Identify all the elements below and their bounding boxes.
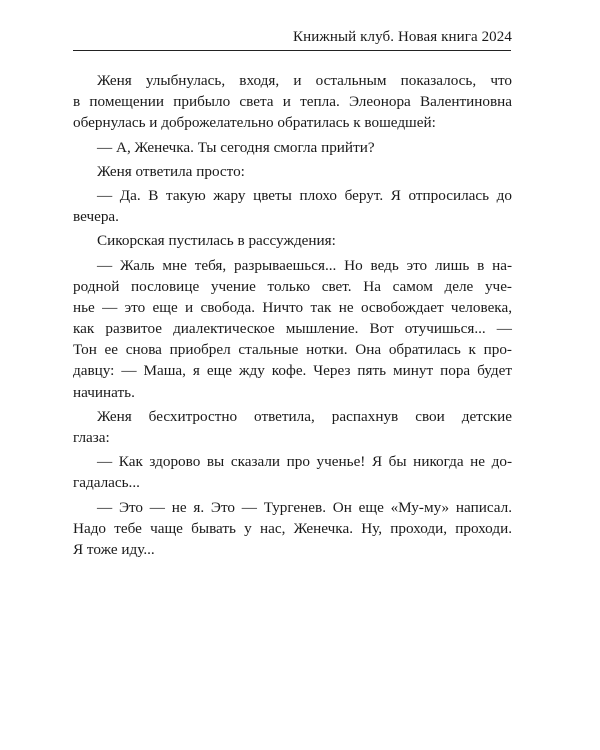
text-line: давцу: — Маша, я еще жду кофе. Через пять минут пора будет [73, 362, 512, 380]
text-line: Надо тебе чаще бывать у нас, Женечка. Ну, проходи, проходи. [73, 519, 512, 537]
text-line: в помещении прибыло света и тепла. Элеонора Валентиновна [73, 93, 512, 111]
text-line: — Это — не я. Это — Тургенев. Он еще «Му-му» написал. [97, 498, 512, 516]
text-line: Женя улыбнулась, входя, и остальным показалось, что [97, 72, 512, 89]
text-line: — Как здорово вы сказали про ученье! Я бы никогда не до- [97, 453, 512, 471]
text-line: Женя ответила просто: [97, 162, 245, 180]
text-line: начинать. [73, 383, 135, 401]
text-line: — Жаль мне тебя, разрываешься... Но ведь это лишь в на- [97, 256, 512, 274]
text-line: родной пословице учение только свет. На самом деле уче- [73, 277, 512, 295]
text-line: обернулась и доброжелательно обратилась к вошедшей: [73, 114, 436, 132]
text-line: гадалась... [73, 474, 140, 492]
running-header: Книжный клуб. Новая книга 2024 [293, 29, 512, 45]
text-line: — А, Женечка. Ты сегодня смогла прийти? [97, 138, 375, 156]
text-line: глаза: [73, 429, 110, 446]
text-line: как развитое диалектическое мышление. Вот отучишься... — [73, 320, 512, 338]
header-rule [73, 50, 511, 51]
text-line: Сикорская пустилась в рассуждения: [97, 232, 336, 250]
text-line: Женя бесхитростно ответила, распахнув свои детские [97, 407, 512, 425]
text-line: Тон ее снова приобрел стальные нотки. Она обратилась к про- [73, 341, 512, 359]
text-line: — Да. В такую жару цветы плохо берут. Я отпросилась до [97, 186, 512, 204]
text-line: нье — это еще и свобода. Ничто так не освобождает человека, [73, 298, 512, 316]
body-text [73, 70, 512, 560]
text-line: вечера. [73, 208, 119, 226]
text-line: Я тоже иду... [73, 540, 155, 558]
